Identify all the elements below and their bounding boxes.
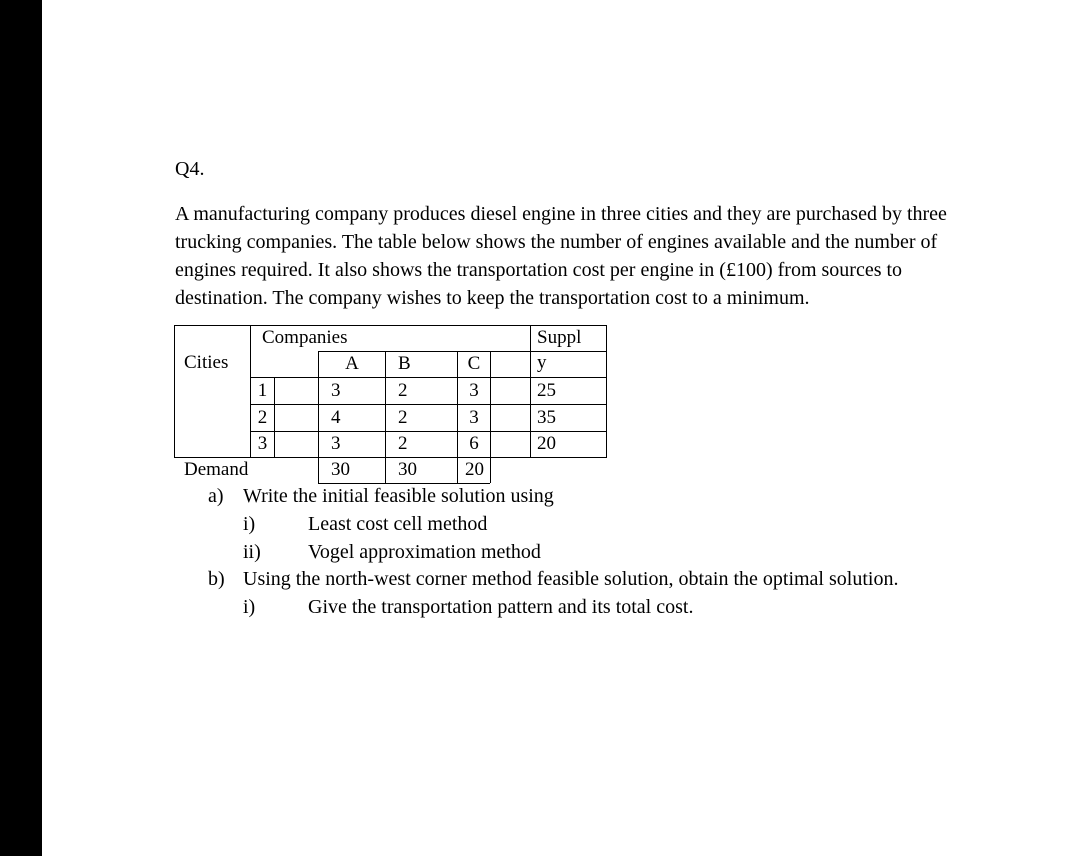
question-b-text: Using the north-west corner method feasible solution, obtain the optimal solution. (243, 568, 899, 590)
table-border (490, 351, 491, 483)
demand-label: Demand (184, 459, 249, 480)
question-a-ii-text: Vogel approximation method (308, 541, 541, 563)
city-number: 3 (257, 433, 268, 454)
city-number: 1 (257, 380, 268, 401)
list-marker: ii) (243, 541, 261, 563)
left-black-bar (0, 0, 42, 856)
table-border (174, 457, 607, 458)
list-marker: b) (208, 568, 225, 590)
list-marker: i) (243, 513, 256, 535)
table-border (530, 325, 531, 457)
cost-cell: 2 (398, 433, 408, 454)
column-header-B: B (398, 353, 411, 374)
list-marker: a) (208, 485, 224, 507)
supply-cell: 20 (537, 433, 556, 454)
intro-line: destination. The company wishes to keep the transportation cost to a minimum. (175, 287, 810, 309)
question-number: Q4. (175, 158, 205, 180)
question-b-i-text: Give the transportation pattern and its total cost. (308, 596, 694, 618)
table-border (606, 325, 607, 457)
cost-cell: 6 (469, 433, 479, 454)
table-border (250, 404, 607, 405)
column-header-C: C (467, 353, 481, 374)
column-header-A: A (345, 353, 359, 374)
table-border (274, 377, 275, 457)
supply-cell: 25 (537, 380, 556, 401)
city-number: 2 (257, 407, 268, 428)
question-a-i-text: Least cost cell method (308, 513, 488, 535)
table-border (174, 325, 607, 326)
cost-cell: 3 (469, 407, 479, 428)
demand-cell: 20 (465, 459, 484, 480)
cost-cell: 3 (331, 433, 341, 454)
supply-cell: 35 (537, 407, 556, 428)
intro-line: trucking companies. The table below shows the number of engines available and the number of (175, 231, 938, 253)
cost-cell: 3 (331, 380, 341, 401)
demand-cell: 30 (398, 459, 417, 480)
table-border (174, 325, 175, 457)
table-border (385, 351, 386, 483)
cost-cell: 2 (398, 380, 408, 401)
cost-cell: 3 (469, 380, 479, 401)
supply-label-cont: y (537, 352, 547, 373)
table-border (250, 431, 607, 432)
intro-line: A manufacturing company produces diesel engine in three cities and they are purchased by three (175, 203, 947, 225)
cost-cell: 2 (398, 407, 408, 428)
list-marker: i) (243, 596, 256, 618)
cost-cell: 4 (331, 407, 341, 428)
table-border (318, 483, 490, 484)
companies-label: Companies (262, 327, 348, 348)
question-intro (175, 200, 1045, 312)
question-a-text: Write the initial feasible solution using (243, 485, 554, 507)
demand-cell: 30 (331, 459, 350, 480)
table-border (250, 377, 607, 378)
cities-label: Cities (184, 352, 229, 373)
supply-label: Suppl (537, 327, 582, 348)
intro-line: engines required. It also shows the transportation cost per engine in (£100) from sources to (175, 259, 903, 281)
table-border (318, 351, 607, 352)
